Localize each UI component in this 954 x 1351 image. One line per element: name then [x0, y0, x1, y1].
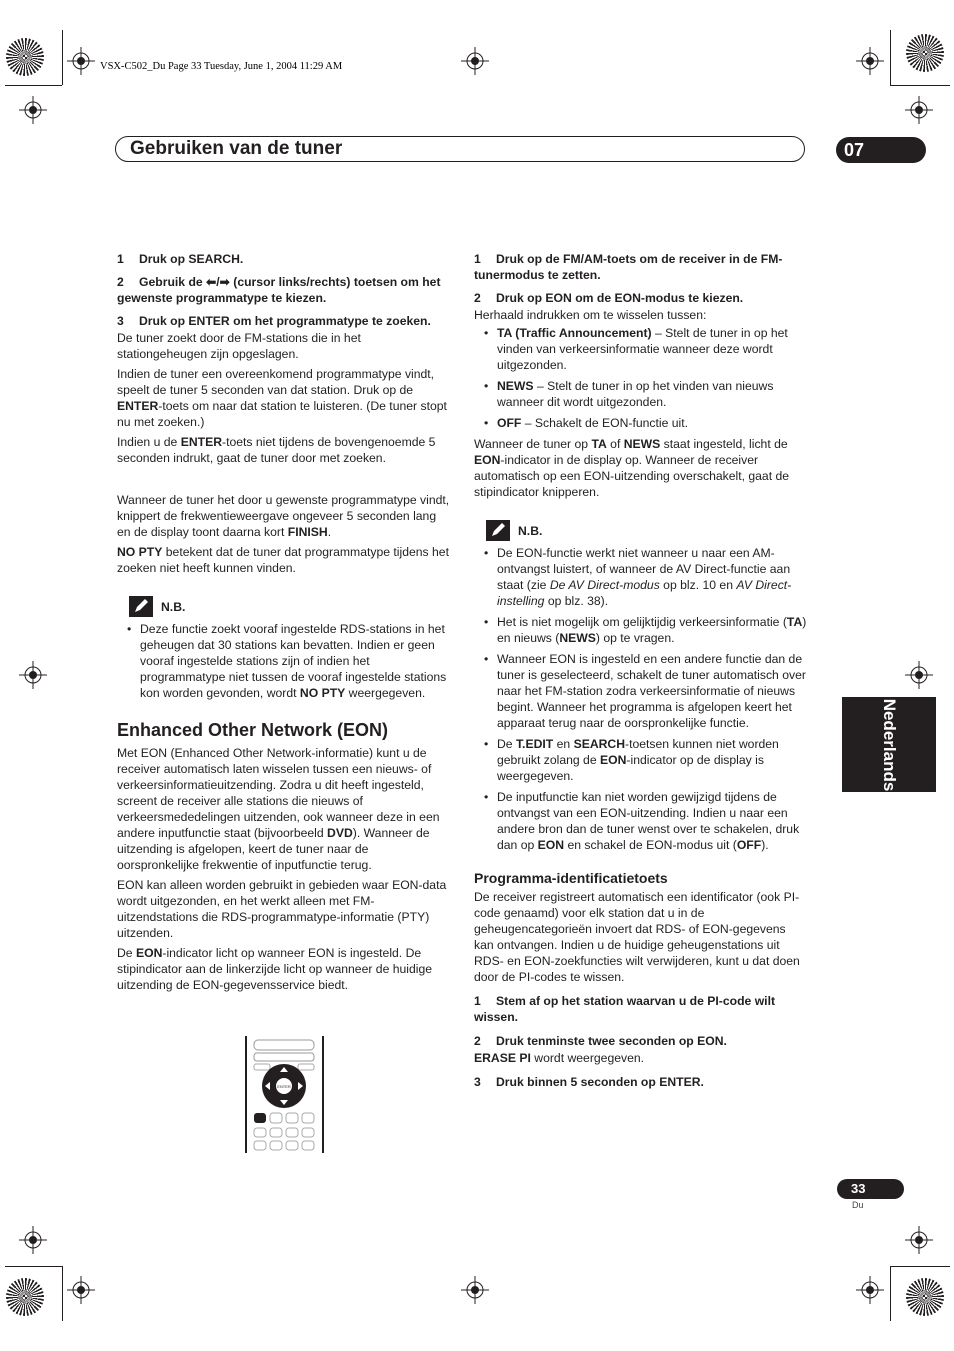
registration-mark-icon	[19, 96, 47, 124]
registration-mark-icon	[19, 661, 47, 689]
registration-mark-icon	[67, 1276, 95, 1304]
remote-control-illustration	[245, 1036, 325, 1153]
step: 1 Druk op de FM/AM-toets om de receiver in de FM-tunermodus te zetten.	[474, 252, 783, 282]
list-item: • NEWS – Stelt de tuner in op het vinden van nieuws wanneer dit wordt uitgezonden.	[474, 378, 808, 410]
registration-mark-icon	[905, 1226, 933, 1254]
step: 2 Gebruik de ⬅/➡ (cursor links/rechts) toetsen om het gewenste programmatype te kiezen.	[117, 275, 441, 305]
page-language: Du	[852, 1200, 864, 1210]
paragraph: Wanneer de tuner het door u gewenste programmatype vindt, knippert de frekwentieweergave ongeveer 5 seconden lang en de display toont daarna kort FINISH.	[117, 493, 450, 539]
crop-mark	[5, 85, 62, 86]
step: 3 Druk op ENTER om het programmatype te zoeken.	[117, 314, 431, 328]
crop-mark	[890, 85, 950, 86]
left-column	[117, 246, 451, 997]
registration-mark-icon	[461, 1276, 489, 1304]
note-item: • De inputfunctie kan niet worden gewijzigd tijdens de ontvangst van een EON-uitzending. Indien u naar een andere bron dan de tuner wenst over te schakelen, druk dan op EON en schakel de EON-modus uit (OFF).	[474, 789, 808, 853]
note-item: • Het is niet mogelijk om gelijktijdig verkeersinformatie (TA) en nieuws (NEWS) op te vragen.	[474, 614, 808, 646]
registration-mark-icon	[905, 96, 933, 124]
cursor-arrows-icon: ⬅/➡	[206, 275, 230, 289]
paragraph: De EON-indicator licht op wanneer EON is ingesteld. De stipindicator aan de linkerzijde licht op wanneer de huidige uitzending de EON-gegevensservice biedt.	[117, 946, 433, 992]
step: 1 Druk op SEARCH.	[117, 252, 244, 266]
list-item: • TA (Traffic Announcement) – Stelt de tuner in op het vinden van verkeersinformatie wanneer deze wordt uitgezonden.	[474, 325, 808, 373]
page-number: 33	[837, 1179, 904, 1199]
step: 1 Stem af op het station waarvan u de PI-code wilt wissen.	[474, 994, 776, 1024]
section-title: Gebruiken van de tuner	[130, 138, 343, 159]
paragraph: Wanneer de tuner op TA of NEWS staat ingesteld, licht de EON-indicator in de display op. Wanneer de receiver automatisch op een EON-uitzending overschakelt, gaat de stipindicator knipperen.	[474, 437, 790, 499]
note-pencil-icon	[129, 596, 153, 617]
language-tab	[842, 697, 936, 792]
note-list	[117, 621, 451, 701]
pi-heading: Programma-identificatietoets	[474, 870, 668, 886]
paragraph: Herhaald indrukken om te wisselen tussen:	[474, 308, 707, 322]
paragraph: NO PTY betekent dat de tuner dat programmatype tijdens het zoeken niet heeft kunnen vinden.	[117, 545, 449, 575]
note-pencil-icon	[486, 520, 510, 541]
color-wheel-icon	[906, 34, 944, 72]
color-wheel-icon	[906, 1278, 944, 1316]
step: 2 Druk tenminste twee seconden op EON.	[474, 1034, 727, 1048]
paragraph: Indien u de ENTER-toets niet tijdens de bovengenoemde 5 seconden indrukt, gaat de tuner door met zoeken.	[117, 435, 436, 465]
paragraph: De tuner zoekt door de FM-stations die in het stationgeheugen zijn opgeslagen.	[117, 331, 361, 361]
paragraph: De receiver registreert automatisch een identificator (ook PI-code genaamd) voor elk station dat u in de geheugencategorieën invoert dat RDS- of EON-gegevens kan ontvangen. Indien u de huidige geheugenstations uit RDS- en EON-zoekfuncties wilt verwijderen, kunt u dat doen door de PI-codes te wissen.	[474, 890, 800, 984]
paragraph: EON kan alleen worden gebruikt in gebieden waar EON-data wordt uitgezonden, en het werkt alleen met FM-uitzendstations die RDS-programmatype-informatie (PTY) uitzenden.	[117, 878, 447, 940]
crop-mark	[890, 1266, 891, 1321]
note-heading: N.B.	[129, 596, 451, 617]
paragraph: ERASE PI wordt weergegeven.	[474, 1051, 645, 1065]
registration-mark-icon	[856, 1276, 884, 1304]
list-item: • OFF – Schakelt de EON-functie uit.	[474, 415, 808, 431]
paragraph: Indien de tuner een overeenkomend programmatype vindt, speelt de tuner 5 seconden van dat station. Druk op de ENTER-toets om naar dat station te luisteren. (De tuner stopt nu met zoeken.)	[117, 367, 447, 429]
registration-mark-icon	[19, 1226, 47, 1254]
note-list	[474, 545, 808, 853]
crop-mark	[5, 1266, 62, 1267]
note-heading: N.B.	[486, 520, 808, 541]
color-wheel-icon	[6, 1278, 44, 1316]
note-item: • Deze functie zoekt vooraf ingestelde RDS-stations in het geheugen dat 30 stations kan bevatten. Indien er geen vooraf ingestelde stations zijn of indien het programmatype niet tussen de vooraf ingestelde stations kon worden gevonden, wordt NO PTY weergegeven.	[117, 621, 451, 701]
note-item: • Wanneer EON is ingesteld en een andere functie dan de tuner is geselecteerd, schakelt de tuner automatisch over naar het FM-station zodra verkeersinformatie of nieuws begint. Wanneer het programma is afgelopen keert het apparaat terug naar de oorspronkelijke functie.	[474, 651, 808, 731]
print-header: VSX-C502_Du Page 33 Tuesday, June 1, 2004 11:29 AM	[100, 61, 343, 72]
note-item: • De T.EDIT en SEARCH-toetsen kunnen niet worden gebruikt zolang de EON-indicator op de display is weergegeven.	[474, 736, 808, 784]
language-tab-label: Nederlands	[880, 698, 899, 791]
chapter-number: 07	[836, 137, 926, 163]
remote-enter-label: ENTER	[277, 1084, 291, 1089]
right-column	[474, 246, 808, 1091]
crop-mark	[62, 30, 63, 85]
note-item: • De EON-functie werkt niet wanneer u naar een AM-ontvangst luistert, of wanneer de AV Direct-functie aan staat (zie De AV Direct-modus op blz. 10 en AV Direct-instelling op blz. 38).	[474, 545, 808, 609]
registration-mark-icon	[856, 47, 884, 75]
eon-heading: Enhanced Other Network (EON)	[117, 720, 389, 740]
crop-mark	[62, 1266, 63, 1321]
registration-mark-icon	[67, 47, 95, 75]
registration-mark-icon	[905, 661, 933, 689]
paragraph: Met EON (Enhanced Other Network-informatie) kunt u de receiver automatisch laten wisselen tussen een nieuws- of verkeersinformatieuitzending. Zodra u dit heeft ingesteld, screent de receiver alle stations die nieuws of verkeersmededelingen uitzenden, ook wanneer deze in een andere inputfunctie staat (bijvoorbeeld DVD). Wanneer de uitzending is afgelopen, keert de tuner naar de oorspronkelijke frekwentie of inputfunctie terug.	[117, 746, 440, 872]
registration-mark-icon	[461, 47, 489, 75]
color-wheel-icon	[6, 38, 44, 76]
crop-mark	[890, 1266, 950, 1267]
step: 2 Druk op EON om de EON-modus te kiezen.	[474, 291, 744, 305]
crop-mark	[890, 30, 891, 85]
step: 3 Druk binnen 5 seconden op ENTER.	[474, 1075, 704, 1089]
eon-mode-list	[474, 325, 808, 431]
